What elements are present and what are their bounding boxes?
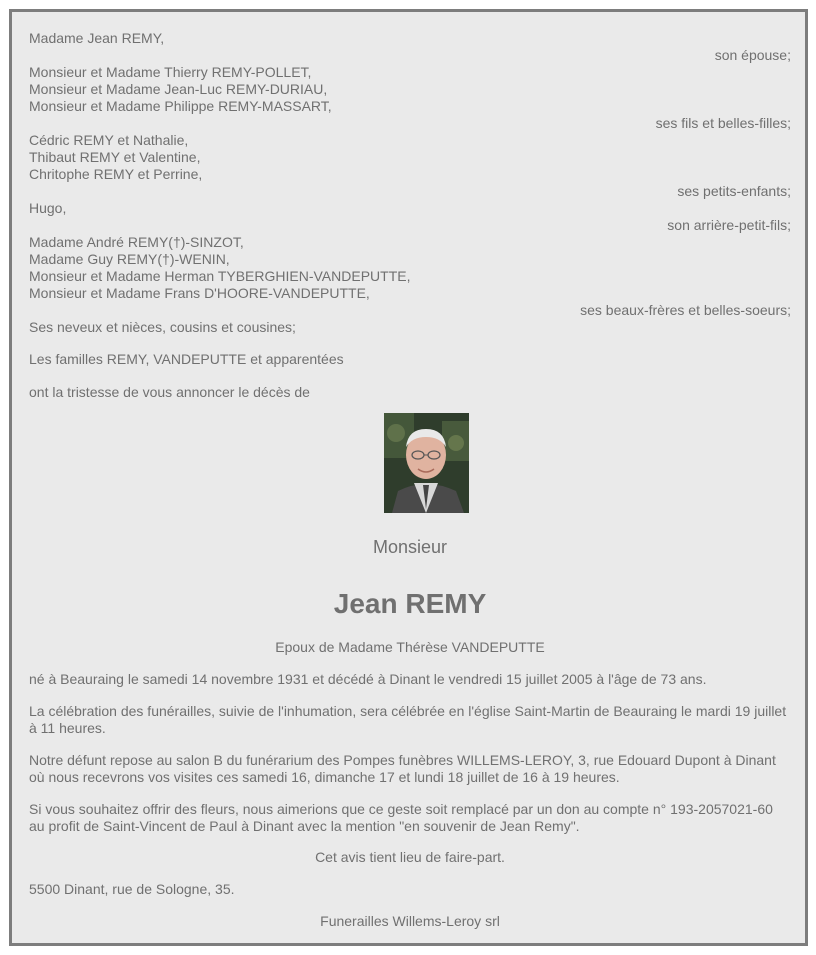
relation-label: son épouse; xyxy=(714,47,791,63)
family-line: Monsieur et Madame Herman TYBERGHIEN-VANDEPUTTE, xyxy=(29,268,411,284)
relation-label: ses fils et belles-filles; xyxy=(655,115,791,131)
family-line: Hugo, xyxy=(29,200,67,216)
family-line: Monsieur et Madame Frans D'HOORE-VANDEPUTTE, xyxy=(29,285,370,301)
family-line: Madame Jean REMY, xyxy=(29,30,165,46)
deceased-portrait xyxy=(384,413,469,513)
family-line: Madame Guy REMY(†)-WENIN, xyxy=(29,251,230,267)
flowers-paragraph: Si vous souhaitez offrir des fleurs, nous aimerions que ce geste soit remplacé par un don au compte n° 193-2057021-60 au profit de Saint-Vincent de Paul à Dinant avec la mention "en souvenir de Jean Remy". xyxy=(29,801,773,834)
family-line: Madame André REMY(†)-SINZOT, xyxy=(29,234,244,250)
visitation-paragraph: Notre défunt repose au salon B du funérarium des Pompes funèbres WILLEMS-LEROY, 3, rue Edouard Dupont à Dinant où nous recevrons vos visites ces samedi 16, dimanche 17 et lundi 18 juillet de 16 à 19 heures. xyxy=(29,752,776,785)
announcement-line: ont la tristesse de vous annoncer le décès de xyxy=(29,384,310,400)
family-line: Chritophe REMY et Perrine, xyxy=(29,166,203,182)
portrait-image xyxy=(384,413,469,513)
family-line: Monsieur et Madame Philippe REMY-MASSART, xyxy=(29,98,332,114)
spouse-line: Epoux de Madame Thérèse VANDEPUTTE xyxy=(275,639,545,655)
family-line: Les familles REMY, VANDEPUTTE et apparentées xyxy=(29,351,344,367)
deceased-title: Monsieur xyxy=(372,537,448,557)
family-line: Monsieur et Madame Jean-Luc REMY-DURIAU, xyxy=(29,81,328,97)
family-line: Thibaut REMY et Valentine, xyxy=(29,149,201,165)
birth-death-paragraph: né à Beauraing le samedi 14 novembre 1931 et décédé à Dinant le vendredi 15 juillet 2005 à l'âge de 73 ans. xyxy=(29,671,707,687)
obituary-card xyxy=(9,9,808,946)
address-line: 5500 Dinant, rue de Sologne, 35. xyxy=(29,881,235,897)
funeral-home-line: Funerailles Willems-Leroy srl xyxy=(320,913,500,929)
relation-label: ses petits-enfants; xyxy=(677,183,791,199)
funeral-paragraph: La célébration des funérailles, suivie de l'inhumation, sera célébrée en l'église Saint-Martin de Beauraing le mardi 19 juillet à 11 heures. xyxy=(29,703,787,736)
notice-line: Cet avis tient lieu de faire-part. xyxy=(315,849,505,865)
family-line: Monsieur et Madame Thierry REMY-POLLET, xyxy=(29,64,312,80)
deceased-name: Jean REMY xyxy=(333,588,487,619)
relation-label: ses beaux-frères et belles-soeurs; xyxy=(580,302,791,318)
family-line: Ses neveux et nièces, cousins et cousines; xyxy=(29,319,296,335)
family-line: Cédric REMY et Nathalie, xyxy=(29,132,189,148)
relation-label: son arrière-petit-fils; xyxy=(667,217,791,233)
